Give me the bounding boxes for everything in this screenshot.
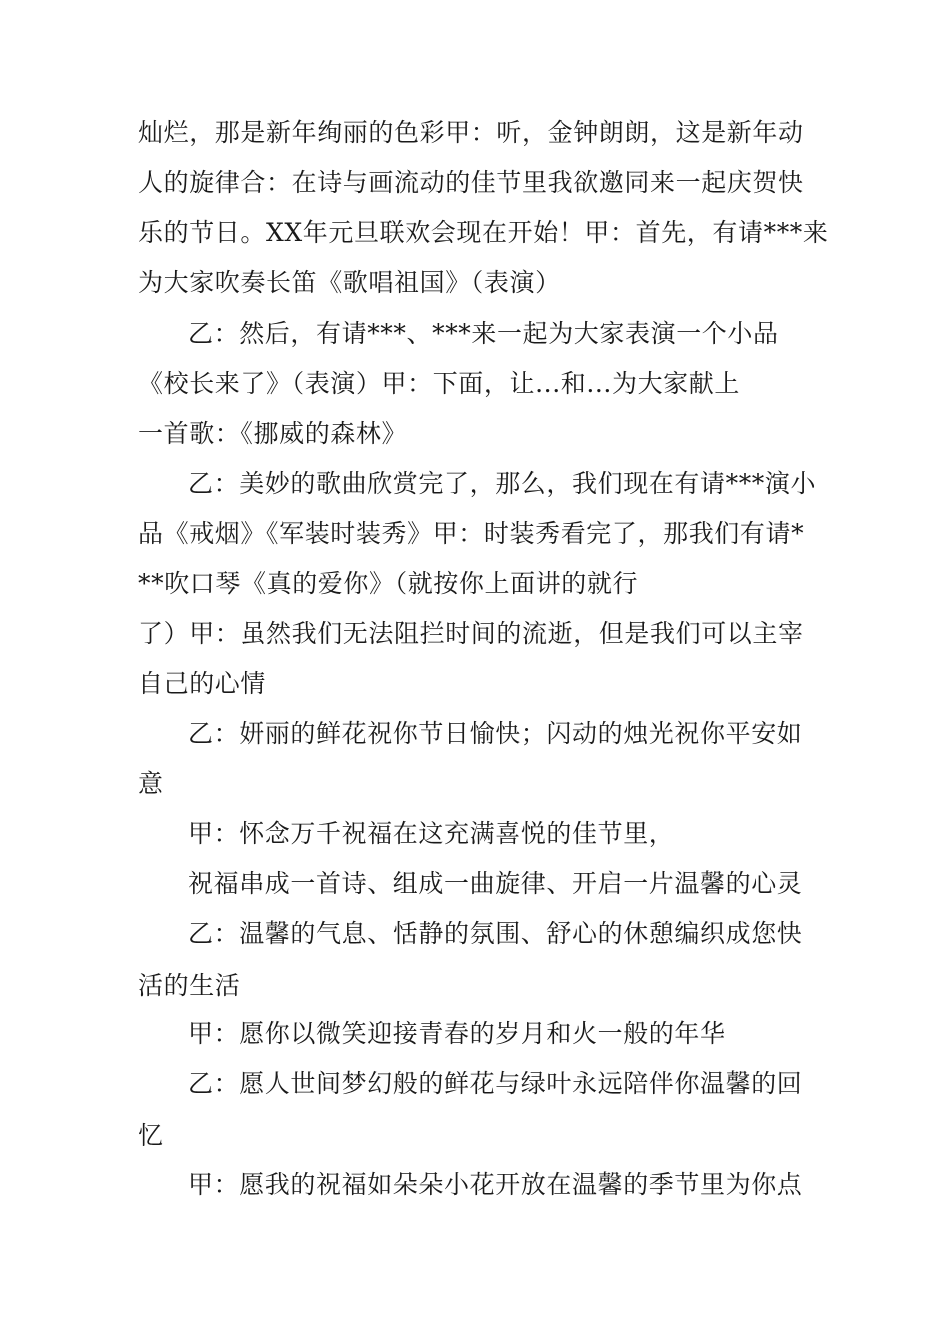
text-line: 灿烂，那是新年绚丽的色彩甲：听，金钟朗朗，这是新年动 bbox=[138, 118, 804, 147]
text-line: 为大家吹奏长笛《歌唱祖国》（表演） bbox=[138, 268, 561, 297]
text-line: 乐的节日。XX年元旦联欢会现在开始！甲：首先，有请***来 bbox=[138, 218, 829, 247]
text-line: 忆 bbox=[138, 1121, 164, 1150]
text-line: 人的旋律合：在诗与画流动的佳节里我欲邀同来一起庆贺快 bbox=[138, 168, 804, 197]
text-line: 自己的心情 bbox=[138, 669, 267, 698]
text-line: 乙：妍丽的鲜花祝你节日愉快；闪动的烛光祝你平安如 bbox=[188, 719, 803, 748]
text-line: 甲：愿我的祝福如朵朵小花开放在温馨的季节里为你点 bbox=[188, 1170, 803, 1199]
text-line: 了）甲：虽然我们无法阻拦时间的流逝，但是我们可以主宰 bbox=[138, 619, 804, 648]
text-line: 活的生活 bbox=[138, 971, 241, 1000]
text-line: 甲：怀念万千祝福在这充满喜悦的佳节里， bbox=[188, 819, 675, 848]
text-line: 乙：温馨的气息、恬静的氛围、舒心的休憩编织成您快 bbox=[188, 919, 803, 948]
text-line: 乙：美妙的歌曲欣赏完了，那么，我们现在有请***演小 bbox=[188, 469, 817, 498]
text-line: 品《戒烟》《军装时装秀》甲：时装秀看完了，那我们有请* bbox=[138, 519, 805, 548]
text-line: **吹口琴《真的爱你》（就按你上面讲的就行 bbox=[138, 569, 639, 598]
text-line: 意 bbox=[138, 769, 164, 798]
text-line: 祝福串成一首诗、组成一曲旋律、开启一片温馨的心灵 bbox=[188, 869, 803, 898]
text-line: 甲：愿你以微笑迎接青春的岁月和火一般的年华 bbox=[188, 1019, 726, 1048]
text-line: 乙：愿人世间梦幻般的鲜花与绿叶永远陪伴你温馨的回 bbox=[188, 1069, 803, 1098]
text-line: 一首歌：《挪威的森林》 bbox=[138, 419, 408, 448]
text-line: 乙：然后，有请***、***来一起为大家表演一个小品 bbox=[188, 319, 779, 348]
text-line: 《校长来了》（表演）甲：下面，让...和...为大家献上 bbox=[138, 369, 740, 398]
